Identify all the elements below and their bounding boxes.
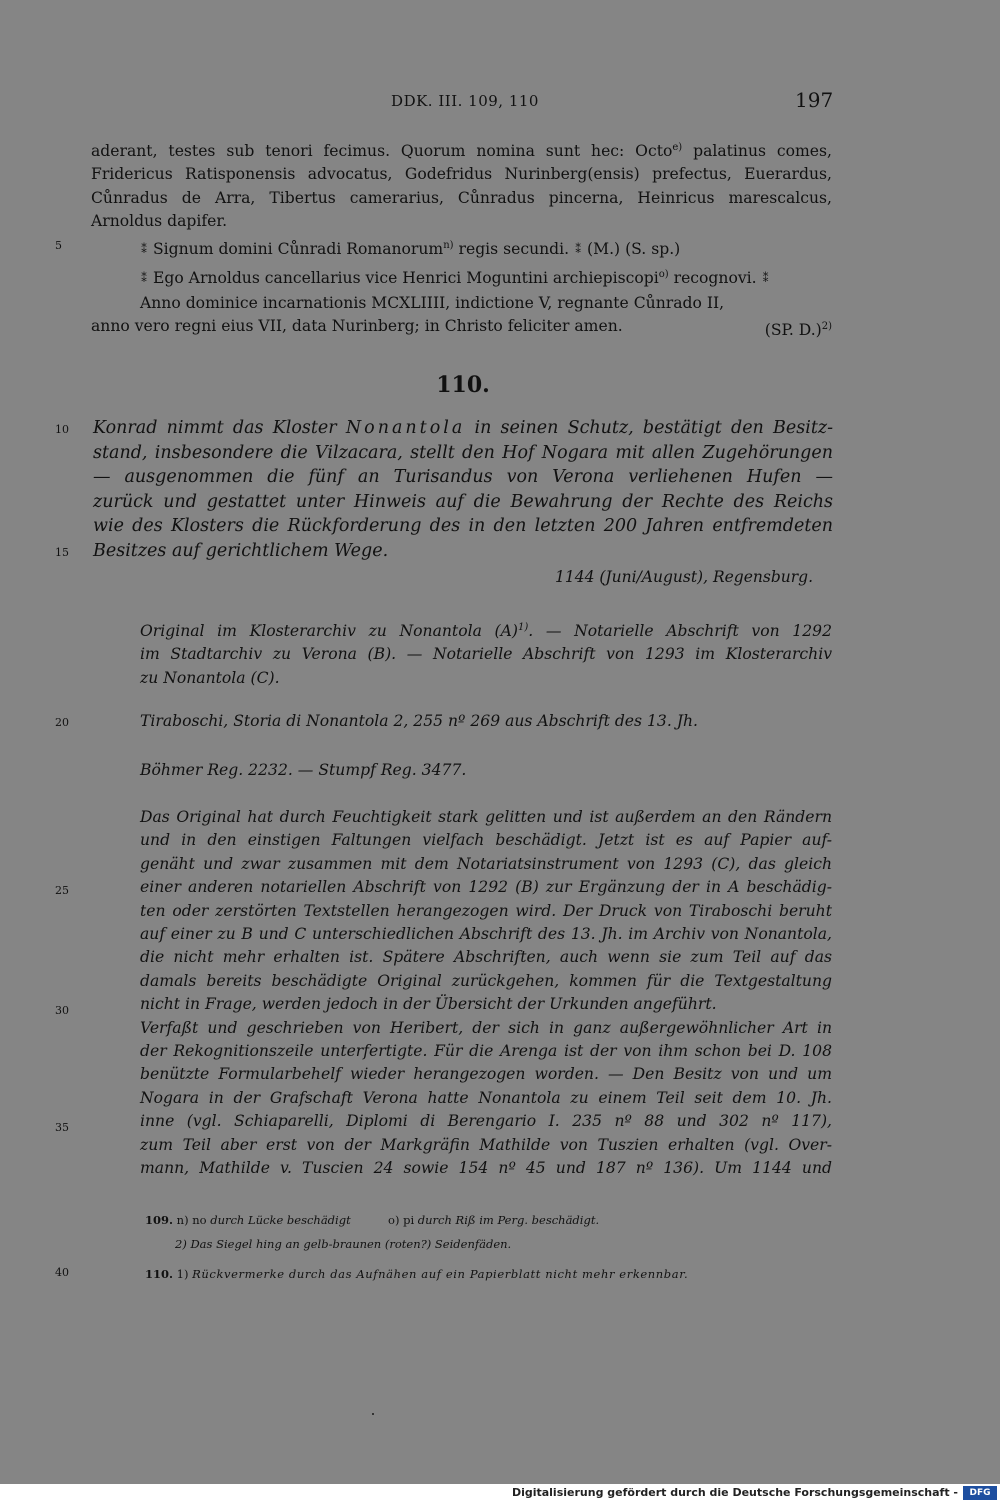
text-line: damals bereits beschädigte Original zurückgehen, kommen für die Textgestaltung [140, 971, 832, 990]
line-number: 30 [55, 1004, 69, 1017]
footnotes [145, 1208, 825, 1286]
text-line: Nogara in der Grafschaft Verona hatte Nonantola zu einem Teil seit dem 10. Jh. [140, 1088, 832, 1107]
text-line: wie des Klosters die Rückforderung des in den letzten 200 Jahren entfremdeten [93, 516, 833, 537]
monogram-cross-icon: ⁑ [141, 243, 147, 256]
line-number: 10 [55, 423, 69, 436]
print-mark [372, 1413, 374, 1415]
text-line: Besitzes auf gerichtlichem Wege. [93, 540, 389, 561]
monogram-cross-icon: ⁑ [141, 272, 147, 285]
line-number: 20 [55, 716, 69, 729]
text-line: auf einer zu B und C unterschiedlichen Abschrift des 13. Jh. im Archiv von Nonantola, [140, 925, 832, 944]
regest [93, 416, 833, 564]
document-number: 110. [436, 372, 490, 398]
text-line: Cůnradus de Arra, Tibertus camerarius, Cůnradus pincerna, Heinricus marescalcus, [91, 188, 832, 207]
footnote-109: 109. n) no durch Lücke beschädigt o) pi durch Riß im Perg. beschädigt. [145, 1213, 600, 1227]
text-line: benützte Formularbehelf wieder herangezogen worden. — Den Besitz von und um [140, 1065, 832, 1084]
text-line: Verfaßt und geschrieben von Heribert, der sich in ganz außergewöhnlicher Art in [140, 1018, 832, 1037]
text-line: einer anderen notariellen Abschrift von 1292 (B) zur Ergänzung der in A beschädig- [140, 878, 832, 897]
text-line: — ausgenommen die fünf an Turisandus von Verona verliehenen Hufen — [93, 467, 833, 488]
text-line: zum Teil aber erst von der Markgräfin Mathilde von Tuszien erhalten (vgl. Over- [140, 1135, 832, 1154]
text-line: stand, insbesondere die Vilzacara, stellt den Hof Nogara mit allen Zugehörungen [93, 442, 833, 463]
page-number: 197 [795, 88, 834, 112]
text-line: im Stadtarchiv zu Verona (B). — Notarielle Abschrift von 1293 im Klosterarchiv [140, 645, 832, 664]
dating-clause [91, 292, 832, 339]
commentary [140, 806, 832, 1181]
line-number: 40 [55, 1266, 69, 1279]
footnote-109-2: 2) Das Siegel hing an gelb-braunen (roten?) Seidenfäden. [175, 1237, 512, 1251]
text-line: Fridericus Ratisponensis advocatus, Godefridus Nurinberg(ensis) prefectus, Euerardus, [91, 165, 832, 184]
text-line: die nicht mehr erhalten ist. Spätere Abschriften, auch wenn sie zum Teil auf das [140, 948, 832, 967]
text-line: der Rekognitionszeile unterfertigte. Für die Arenga ist der von ihm schon bei D. 108 [140, 1042, 832, 1061]
dfg-logo: DFG [963, 1486, 997, 1500]
text-line: ten oder zerstörten Textstellen herangezogen wird. Der Druck von Tiraboschi beruht [140, 901, 832, 920]
editions-line: Tiraboschi, Storia di Nonantola 2, 255 nº 269 aus Abschrift des 13. Jh. [140, 712, 699, 730]
text-line: Das Original hat durch Feuchtigkeit stark gelitten und ist außerdem an den Rändern [140, 808, 832, 826]
signum-line: ⁑ Signum domini Cůnradi Romanorum$^{n)}$ regis secundi. ⁑ (M.) (S. sp.) [141, 240, 681, 258]
running-header: DDK. III. 109, 110 [391, 92, 539, 110]
text-line: aderant, testes sub tenori fecimus. Quorum nomina sunt hec: Octo$^{e)}$ palatinus comes, [91, 142, 832, 160]
text-line: Anno dominice incarnationis MCXLIIII, indictione V, regnante Cůnrado II, [140, 294, 725, 312]
text-line: anno vero regni eius VII, data Nurinberg; in Christo feliciter amen. (SP. D.)$^{2)}$ [91, 317, 832, 340]
text-line: Original im Klosterarchiv zu Nonantola $(A)^{1)}$. — Notarielle Abschrift von 1292 [140, 622, 832, 640]
monogram-cross-icon: ⁑ [762, 272, 769, 285]
line-number: 35 [55, 1121, 69, 1134]
line-number: 15 [55, 546, 69, 559]
text-line: inne (vgl. Schiaparelli, Diplomi di Berengario I. 235 nº 88 und 302 nº 117), [140, 1112, 832, 1131]
text-line: Konrad nimmt das Kloster Nonantola in seinen Schutz, bestätigt den Besitz- [93, 418, 833, 438]
regesta-line: Böhmer Reg. 2232. — Stumpf Reg. 3477. [140, 761, 467, 779]
dfg-credit-text: Digitalisierung gefördert durch die Deutsche Forschungsgemeinschaft - [511, 1486, 958, 1499]
footnote-110: 110. 1) Rückvermerke durch das Aufnähen auf ein Papierblatt nicht mehr erkennbar. [145, 1267, 689, 1281]
text-line: und in den einstigen Faltungen vielfach beschädigt. Jetzt ist es auf Papier auf- [140, 831, 832, 850]
recognition-line: ⁑ Ego Arnoldus cancellarius vice Henrici Moguntini archiepiscopi$^{o)}$ recognovi. ⁑ [141, 269, 769, 287]
text-line: nicht in Frage, werden jedoch in der Übersicht der Urkunden angeführt. [140, 995, 717, 1014]
text-line: zu Nonantola (C). [140, 668, 280, 687]
monogram-cross-icon: ⁑ [575, 243, 581, 256]
prev-document-witnesses [91, 136, 832, 234]
line-number: 25 [55, 884, 69, 897]
text-line: mann, Mathilde v. Tuscien 24 sowie 154 nº 45 und 187 nº 136). Um 1144 und [140, 1159, 832, 1178]
text-line: Arnoldus dapifer. [91, 212, 228, 231]
line-number: 5 [55, 239, 62, 252]
dfg-credit-bar [0, 1484, 1000, 1502]
date-place-line: 1144 (Juni/August), Regensburg. [555, 568, 813, 586]
text-line: genäht und zwar zusammen mit dem Notariatsinstrument von 1293 (C), das gleich [140, 854, 832, 873]
transmission-notes [140, 616, 832, 690]
text-line: zurück und gestattet unter Hinweis auf die Bewahrung der Rechte des Reichs [93, 491, 833, 512]
